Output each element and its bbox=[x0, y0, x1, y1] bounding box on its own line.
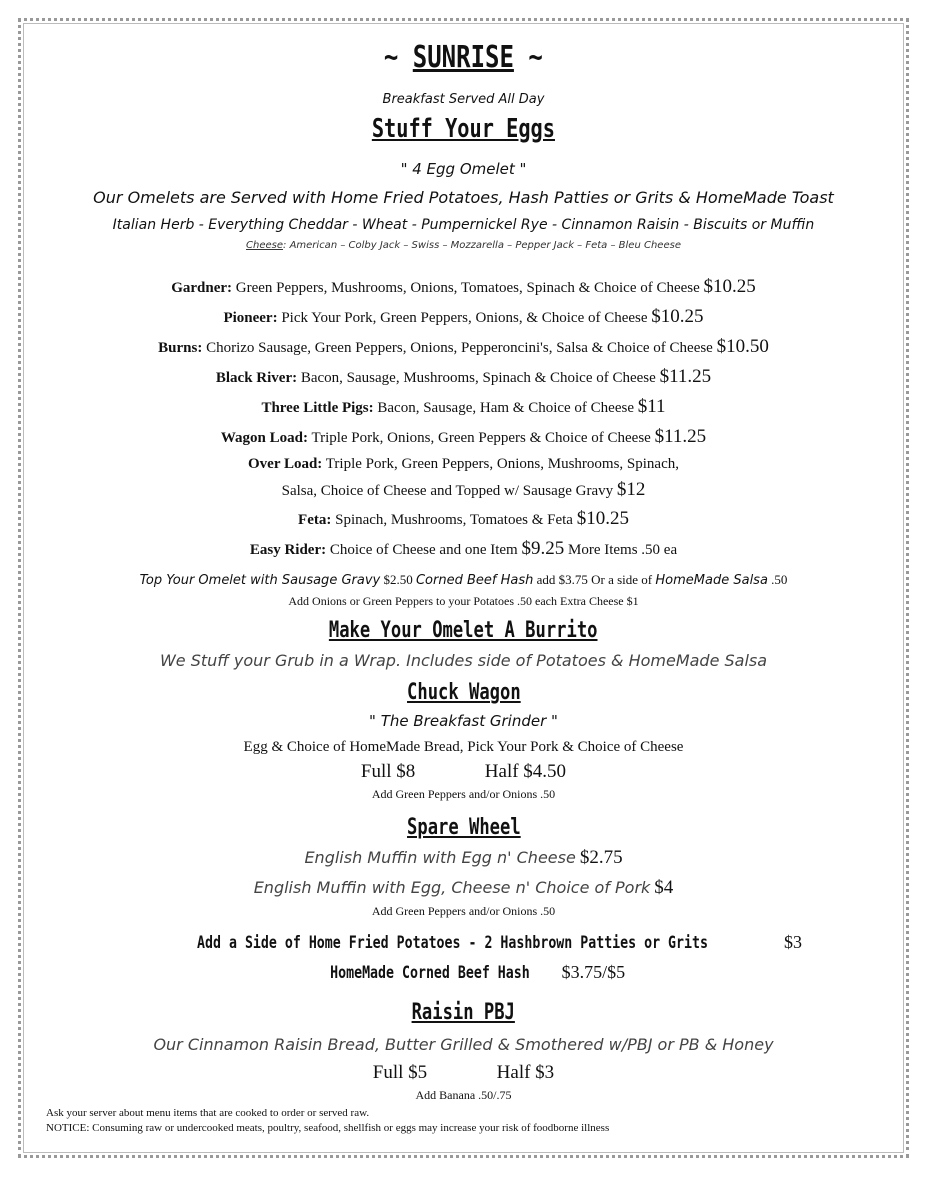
raisin-pbj-full: Full $5 bbox=[372, 1062, 428, 1083]
omelet-toppings: Top Your Omelet with Sausage Gravy $2.50 Corned Beef Hash add $3.75 Or a side of HomeMade Salsa .50 bbox=[139, 572, 788, 588]
omelet-heading: Stuff Your Eggs bbox=[371, 114, 556, 144]
chuck-wagon-prices bbox=[0, 761, 927, 783]
bread-options: Italian Herb - Everything Cheddar - Wheat - Pumpernickel Rye - Cinnamon Raisin - Biscuits or Muffin bbox=[112, 217, 815, 233]
chuck-wagon-addon: Add Green Peppers and/or Onions .50 bbox=[371, 787, 556, 801]
cheese-list: : American – Colby Jack – Swiss – Mozzarella – Pepper Jack – Feta – Bleu Cheese bbox=[283, 240, 681, 251]
chuck-wagon-half: Half $4.50 bbox=[484, 761, 567, 782]
raisin-pbj-heading: Raisin PBJ bbox=[411, 1000, 516, 1025]
title-tilde-right: ~ bbox=[528, 40, 543, 75]
menu-item-pioneer: Pioneer: Pick Your Pork, Green Peppers, Onions, & Choice of Cheese $10.25 bbox=[223, 306, 704, 327]
spare-wheel-item-1: English Muffin with Egg n' Cheese $2.75 bbox=[304, 847, 623, 868]
raisin-pbj-prices bbox=[0, 1062, 927, 1084]
notice-line-1: Ask your server about menu items that are cooked to order or served raw. bbox=[46, 1107, 370, 1119]
chuck-wagon-tagline: " The Breakfast Grinder " bbox=[369, 712, 558, 730]
spare-wheel-heading: Spare Wheel bbox=[406, 815, 521, 840]
menu-item-three-little-pigs: Three Little Pigs: Bacon, Sausage, Ham & Choice of Cheese $11 bbox=[261, 396, 666, 417]
menu-item-feta: Feta: Spinach, Mushrooms, Tomatoes & Feta $10.25 bbox=[298, 508, 629, 529]
menu-item-over-load-line2: Salsa, Choice of Cheese and Topped w/ Sausage Gravy $12 bbox=[281, 479, 646, 500]
sides-line-2: HomeMade Corned Beef Hash $3.75/$5 bbox=[329, 962, 626, 983]
subtitle: Breakfast Served All Day bbox=[382, 92, 545, 107]
cheese-label: Cheese bbox=[246, 240, 284, 251]
title-tilde-left: ~ bbox=[384, 40, 399, 75]
menu-title bbox=[0, 40, 927, 75]
burrito-description: We Stuff your Grub in a Wrap. Includes side of Potatoes & HomeMade Salsa bbox=[159, 651, 768, 670]
chuck-wagon-full: Full $8 bbox=[360, 761, 416, 782]
omelet-tagline: " 4 Egg Omelet " bbox=[400, 160, 527, 178]
food-safety-notice bbox=[46, 1106, 609, 1136]
menu-item-burns: Burns: Chorizo Sausage, Green Peppers, Onions, Pepperoncini's, Salsa & Choice of Cheese $10.50 bbox=[158, 336, 769, 357]
notice-line-2: NOTICE: Consuming raw or undercooked meats, poultry, seafood, shellfish or eggs may increase your risk of foodborne illness bbox=[46, 1122, 610, 1134]
menu-item-black-river: Black River: Bacon, Sausage, Mushrooms, Spinach & Choice of Cheese $11.25 bbox=[215, 366, 712, 387]
raisin-pbj-half: Half $3 bbox=[496, 1062, 555, 1083]
burrito-heading: Make Your Omelet A Burrito bbox=[329, 618, 598, 643]
raisin-pbj-description: Our Cinnamon Raisin Bread, Butter Grilled & Smothered w/PBJ or PB & Honey bbox=[153, 1035, 774, 1054]
menu-item-gardner: Gardner: Green Peppers, Mushrooms, Onions, Tomatoes, Spinach & Choice of Cheese $10.25 bbox=[171, 276, 756, 297]
chuck-wagon-heading: Chuck Wagon bbox=[406, 680, 521, 705]
sides-line-1: Add a Side of Home Fried Potatoes - 2 Hashbrown Patties or Grits $3 bbox=[197, 932, 803, 953]
spare-wheel-item-2: English Muffin with Egg, Cheese n' Choice of Pork $4 bbox=[253, 877, 674, 898]
spare-wheel-addon: Add Green Peppers and/or Onions .50 bbox=[371, 904, 556, 918]
raisin-pbj-addon: Add Banana .50/.75 bbox=[415, 1088, 512, 1102]
title-text: SUNRISE bbox=[412, 40, 515, 75]
cheese-options bbox=[0, 240, 927, 251]
menu-item-over-load: Over Load: Triple Pork, Green Peppers, Onions, Mushrooms, Spinach, bbox=[248, 456, 679, 472]
add-onions-note: Add Onions or Green Peppers to your Potatoes .50 each Extra Cheese $1 bbox=[288, 594, 639, 608]
menu-item-easy-rider: Easy Rider: Choice of Cheese and one Item $9.25 More Items .50 ea bbox=[249, 538, 678, 559]
menu-item-wagon-load: Wagon Load: Triple Pork, Onions, Green Peppers & Choice of Cheese $11.25 bbox=[220, 426, 707, 447]
omelet-served-with: Our Omelets are Served with Home Fried Potatoes, Hash Patties or Grits & HomeMade Toast bbox=[93, 188, 834, 207]
chuck-wagon-description: Egg & Choice of HomeMade Bread, Pick Your Pork & Choice of Cheese bbox=[243, 739, 684, 755]
